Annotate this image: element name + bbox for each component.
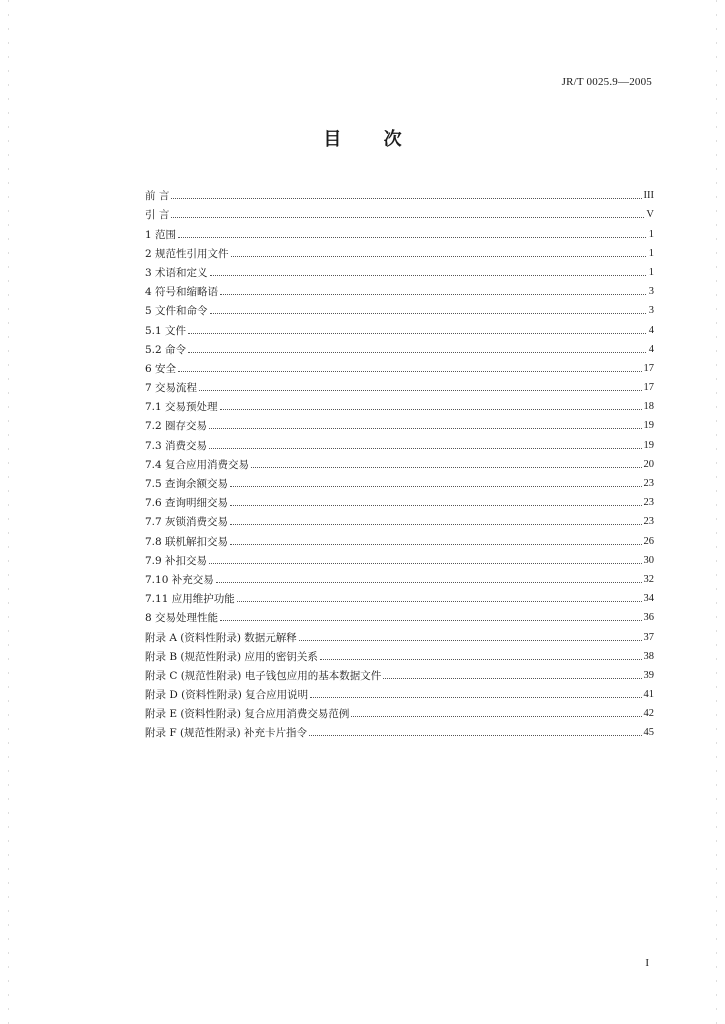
- scan-edge-left: [8, 0, 9, 1024]
- page-title: 目 次: [323, 129, 420, 150]
- toc-entry[interactable]: [145, 394, 654, 413]
- toc-entry[interactable]: [145, 663, 654, 682]
- toc-entry[interactable]: [145, 260, 654, 279]
- toc-entry-label: 4 符号和缩略语: [145, 286, 219, 299]
- toc-entry-label: 7.11 应用维护功能: [145, 593, 235, 606]
- toc-leader-dots: [299, 639, 642, 641]
- toc-entry-page: 4: [648, 324, 654, 336]
- toc-entry-label: 附录 A (资料性附录) 数据元解释: [145, 631, 297, 644]
- toc-leader-dots: [230, 485, 641, 487]
- toc-entry-page: 32: [643, 573, 654, 585]
- toc-entry-label: 7.5 查询余额交易: [145, 478, 229, 490]
- toc-entry-label: 5.1 文件: [145, 324, 187, 337]
- toc-entry[interactable]: [145, 183, 654, 202]
- toc-entry-label: 7 交易流程: [145, 382, 198, 395]
- toc-entry[interactable]: [145, 548, 654, 567]
- toc-leader-dots: [171, 197, 641, 199]
- toc-leader-dots: [199, 389, 641, 391]
- toc-entry-label: 7.9 补扣交易: [145, 554, 208, 567]
- toc-entry-label: 6 安全: [145, 362, 177, 375]
- toc-entry-page: 3: [648, 286, 654, 298]
- toc-entry[interactable]: [145, 701, 654, 720]
- toc-leader-dots: [210, 312, 646, 314]
- toc-entry-page: 42: [643, 708, 654, 720]
- toc-entry[interactable]: [145, 279, 654, 298]
- toc-entry-label: 5 文件和命令: [145, 305, 208, 318]
- toc-leader-dots: [351, 715, 641, 717]
- toc-entry-page: 34: [643, 593, 654, 605]
- toc-leader-dots: [251, 466, 641, 468]
- toc-entry[interactable]: [145, 298, 654, 317]
- toc-entry[interactable]: [145, 586, 654, 605]
- toc-entry-label: 7.10 补充交易: [145, 573, 214, 586]
- toc-entry-page: 37: [643, 631, 654, 643]
- toc-leader-dots: [209, 447, 641, 449]
- scan-edge-right: [716, 0, 717, 1024]
- toc-leader-dots: [320, 658, 642, 660]
- toc-leader-dots: [178, 370, 641, 372]
- toc-leader-dots: [309, 734, 642, 736]
- toc-entry-label: 附录 B (规范性附录) 应用的密钥关系: [145, 650, 318, 663]
- toc-entry-page: 23: [643, 497, 654, 509]
- toc-entry-label: 附录 C (规范性附录) 电子钱包应用的基本数据文件: [145, 669, 382, 682]
- toc-entry[interactable]: [145, 452, 654, 471]
- toc-entry-page: 17: [643, 382, 654, 394]
- toc-leader-dots: [230, 504, 641, 506]
- toc-entry-label: 7.4 复合应用消费交易: [145, 458, 250, 471]
- toc-entry-page: 19: [643, 439, 654, 451]
- toc-entry-page: 23: [643, 516, 654, 528]
- toc-entry-label: 3 术语和定义: [145, 266, 208, 279]
- toc-entry[interactable]: [145, 241, 654, 260]
- toc-leader-dots: [310, 696, 641, 698]
- toc-entry[interactable]: [145, 432, 654, 451]
- toc-entry[interactable]: [145, 720, 654, 739]
- toc-entry-page: 30: [643, 554, 654, 566]
- toc-entry-label: 7.7 灰锁消费交易: [145, 516, 229, 529]
- toc-entry[interactable]: [145, 528, 654, 547]
- toc-entry-page: III: [643, 190, 654, 202]
- toc-entry-page: 1: [648, 266, 654, 278]
- toc-entry-page: 41: [643, 689, 654, 701]
- toc-entry-page: V: [646, 209, 654, 221]
- toc-entry-label: 附录 D (资料性附录) 复合应用说明: [145, 689, 309, 702]
- toc-entry[interactable]: [145, 509, 654, 528]
- toc-entry-label: 附录 F (规范性附录) 补充卡片指令: [145, 727, 307, 740]
- toc-entry-page: 1: [648, 247, 654, 259]
- toc-entry-label: 7.2 圈存交易: [145, 420, 208, 433]
- toc-entry-page: 45: [643, 727, 654, 739]
- toc-leader-dots: [188, 351, 646, 353]
- toc-entry-page: 36: [643, 612, 654, 624]
- toc-entry[interactable]: [145, 413, 654, 432]
- toc-leader-dots: [230, 543, 641, 545]
- toc-entry-label: 7.8 联机解扣交易: [145, 535, 229, 548]
- toc-entry-label: 7.1 交易预处理: [145, 401, 218, 414]
- toc-leader-dots: [188, 332, 646, 334]
- toc-entry-page: 17: [643, 362, 654, 374]
- toc-entry-page: 39: [643, 669, 654, 681]
- toc-leader-dots: [216, 581, 642, 583]
- table-of-contents: [145, 183, 654, 739]
- toc-leader-dots: [383, 677, 641, 679]
- toc-entry-page: 4: [648, 343, 654, 355]
- toc-entry-label: 5.2 命令: [145, 343, 187, 356]
- toc-entry-label: 7.3 消费交易: [145, 439, 208, 452]
- toc-entry[interactable]: [145, 490, 654, 509]
- toc-entry-label: 前 言: [145, 190, 170, 203]
- toc-leader-dots: [220, 293, 646, 295]
- toc-entry[interactable]: [145, 471, 654, 490]
- toc-leader-dots: [171, 216, 644, 218]
- toc-entry[interactable]: [145, 605, 654, 624]
- toc-entry-label: 引 言: [145, 209, 170, 222]
- toc-entry[interactable]: [145, 567, 654, 586]
- toc-entry[interactable]: [145, 202, 654, 221]
- toc-entry-page: 1: [648, 228, 654, 240]
- toc-leader-dots: [220, 619, 641, 621]
- toc-entry-page: 20: [643, 458, 654, 470]
- toc-entry-page: 19: [643, 420, 654, 432]
- page-number: I: [645, 957, 649, 969]
- toc-entry-page: 23: [643, 478, 654, 489]
- toc-entry-label: 附录 E (资料性附录) 复合应用消费交易范例: [145, 708, 350, 721]
- toc-entry[interactable]: [145, 356, 654, 375]
- toc-entry[interactable]: [145, 375, 654, 394]
- toc-entry-page: 38: [643, 650, 654, 662]
- toc-entry-label: 8 交易处理性能: [145, 612, 219, 625]
- toc-entry[interactable]: [145, 317, 654, 336]
- toc-leader-dots: [209, 562, 641, 564]
- toc-leader-dots: [237, 600, 642, 602]
- toc-leader-dots: [178, 236, 646, 238]
- toc-entry[interactable]: [145, 682, 654, 701]
- toc-entry-page: 3: [648, 305, 654, 317]
- toc-entry[interactable]: [145, 337, 654, 356]
- toc-leader-dots: [231, 255, 646, 257]
- toc-entry[interactable]: [145, 221, 654, 240]
- toc-entry[interactable]: [145, 644, 654, 663]
- toc-leader-dots: [230, 523, 641, 525]
- toc-entry-page: 18: [643, 401, 654, 413]
- toc-leader-dots: [210, 274, 646, 276]
- toc-entry-label: 1 范围: [145, 228, 177, 241]
- toc-entry-page: 26: [643, 535, 654, 547]
- standard-code: JR/T 0025.9—2005: [561, 76, 652, 88]
- toc-entry-label: 7.6 查询明细交易: [145, 497, 229, 510]
- toc-entry-label: 2 规范性引用文件: [145, 247, 229, 260]
- toc-leader-dots: [220, 408, 642, 410]
- toc-leader-dots: [209, 427, 641, 429]
- toc-entry[interactable]: [145, 624, 654, 643]
